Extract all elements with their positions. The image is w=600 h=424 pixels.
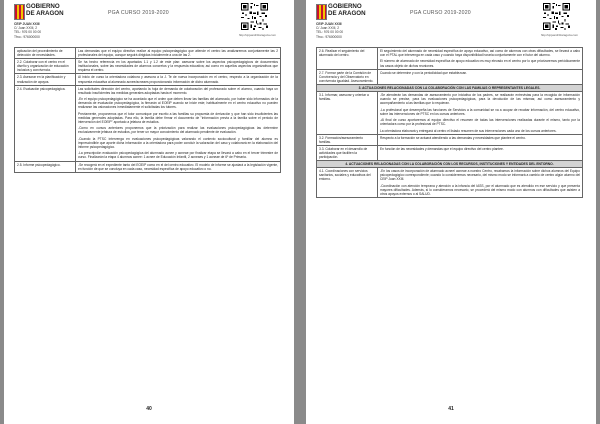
school-contact: TEL: 976 00 00 00 (14, 30, 42, 35)
description-paragraph: El seguimiento del alumnado de necesidad específica de apoyo educativo, así como de alumnos con otras dificultades, se llevará a cabo con el PTAL que intervenga en cada caso y cuando haya disponibilidad horaria conjuntamente con el tutor del alumno. (380, 49, 580, 58)
description-paragraph: Se ha hecho referencia en los apartados 1.1 y 1.2 de este plan: asesorar sobre los aspectos psicopedagógicos de documentos institucionales, sobre las necesidades de alumnos concretos y la respuesta educativa; así como en aquellos aspectos organizativos que requiera el centro. (78, 60, 278, 73)
action-label: 4.1. Coordinaciones con servicios sanitarios, sociales y educativos del entorno. (317, 168, 378, 198)
description-paragraph: Las solicitudes dirección del centro, aportando la hoja de demanda de colaboración del profesorado sobre el alumno, cuando haya un resultado insuficientes las medidas generales adoptadas hasta el momento. (78, 86, 278, 95)
description-paragraph: -Se recogerá en el expediente tanto del EOEIP como en el del centro educativo. El modelo de informe se ajustará a la legislación vigente, en función de que se concluya en cada caso, necesidad específica de apoyo educativo o no. (78, 162, 278, 171)
school-name: CEIP JUAN XXIII (14, 22, 40, 26)
table-row (317, 145, 583, 160)
table-row (15, 85, 281, 161)
qr-url: http://cpjuan23zaragoza.com (540, 33, 578, 37)
action-label: 2.6. Realizar el seguimiento del alumnado del centro. (317, 48, 378, 70)
action-label: aplicación del procedimiento de detección de necesidades. (15, 48, 76, 59)
school-name: CEIP JUAN XXIII (316, 22, 342, 26)
school-contact: TEL: 976 00 00 00 (316, 30, 344, 35)
action-label: 2.3. Asesorar en la planificación y realización de apoyos. (15, 74, 76, 85)
description-paragraph: -En el equipo psicopedagógico se ha acordado que el orden que deben llevar las familias del alumnado, por haber sido informados de la demanda de evaluación psicopedagógica, la firmarán al EOEIP cuando se inicie este; habitualmente en el centro educativo no pueden realizarse las valoraciones inmediatamente el solicitadas los tutores. (78, 97, 278, 110)
action-description (378, 69, 583, 84)
document-title: PGA CURSO 2019-2020 (108, 10, 169, 16)
action-label: 2.7. Formar parte de la Comisión de Convivencia y del Observatorio en convivencia igualdad. Asesoramiento. (317, 69, 378, 84)
description-paragraph: Cuando se determine y con la periodicidad que establezcan. (380, 70, 468, 75)
action-description (76, 59, 281, 74)
qr-code-icon (543, 3, 570, 30)
action-description (76, 85, 281, 161)
action-label: 3.3. Colaborar en el desarrollo de actividades que faciliten la participación. (317, 145, 378, 160)
action-description (378, 91, 583, 134)
action-description (76, 48, 281, 59)
table-row (317, 69, 583, 84)
action-label: 3.2. Formación/asesoramiento familias. (317, 134, 378, 145)
table-row (15, 74, 281, 85)
description-paragraph: -La prescripción evaluación psicopedagógica del alumnado acnee y acneae por finalizar etapa se llevará a cabo en el tercer trimestre de curso. Finalizarán la etapa 4 alumnos acnee: 1 acnee de Educación Infantil, 2 acneaes y 1 acneae de 6º de Primaria. (78, 151, 278, 160)
orientation-plan-table (14, 47, 281, 173)
document-page-right (306, 0, 596, 424)
action-description (76, 74, 281, 85)
action-label: 2.2. Colaborar con el centro en el diseño y organización de educación inclusiva y convivencia. (15, 59, 76, 74)
table-row (15, 161, 281, 172)
description-paragraph: -Coordinación con atención temprana y atención a la infancia del IASS, por el alumnado que es atendido en ese servicio y que presenta mayores dificultades. Además, si lo consideramos necesario, se procederá del mismo modo con alumnos con dificultades que asisten a otros apoyos externos o al SALUD. (380, 183, 580, 196)
action-description (378, 134, 583, 145)
coat-of-arms-icon (14, 4, 25, 20)
school-address: C/ Juan XXIII, 2 (316, 26, 340, 31)
table-row (317, 48, 583, 70)
logo-text: GOBIERNO DE ARAGON (26, 3, 64, 17)
description-paragraph: -Cuando la PTSC intervenga en evaluaciones psicopedagógicas valorando el contexto sociocultural y familiar del alumno es imprescindible que aporte dicha información a la orientadora para poder concluir la valoración del caso y colaborará en la elaboración del informe psicopedagógico. (78, 136, 278, 149)
action-description (378, 168, 583, 198)
orientation-plan-table (316, 47, 583, 198)
description-paragraph: La orientadora elaborará y entregará al centro el listado resumen de sus intervenciones cada uno de los cursos anteriores. (380, 128, 557, 133)
description-paragraph: -Como en cursos anteriores proponemos que la priorización para realizar las evaluaciones psicopedagógicas las determine exclusivamente jefatura de estudios, por tener un mayor conocimiento del alumnado pendiente de evaluación. (78, 126, 278, 135)
gobierno-aragon-logo (316, 4, 386, 20)
description-paragraph: Previamente, proponemos que el tutor comunique por escrito a las familias su propuesta de derivación y que han sido insuficientes las medidas generales adoptadas. Para ello, la familia debe firmar el documento de "información previa a la familia sobre el periodo de intervención del EOEIP" aportado a jefatura de estudios. (78, 111, 278, 124)
qr-code-icon (241, 3, 268, 30)
section-heading: 3. ACTUACIONES RELACIONADAS CON LA COLABORACIÓN CON LAS FAMILIAS O REPRESENTANTES LEGALES. (317, 84, 583, 91)
page-number: 41 (448, 406, 454, 412)
action-description (378, 48, 583, 70)
description-paragraph: Las demandas que el equipo directivo realice al equipo psicopedagógico que atiende el centro las analizaremos conjuntamente las 2 profesionales del equipo, aunque seguirá dirigidas inicialmente a una de las 2. (78, 49, 278, 58)
table-row (15, 48, 281, 59)
school-info (316, 22, 343, 39)
action-label: 3.1. Informar, asesorar y orientar a familias. (317, 91, 378, 134)
page-header (4, 0, 294, 46)
gobierno-aragon-logo (14, 4, 84, 20)
page-header (306, 0, 596, 46)
table-row (317, 168, 583, 198)
description-paragraph: -Al final de curso aportaremos al equipo directivo el resumen de todas las intervenciones realizadas durante el mismo, tanto por la orientadora como por la profesional de PTSC. (380, 118, 580, 127)
section-header-row (317, 161, 583, 168)
school-phone: Tfno.: 976000000 (316, 34, 342, 39)
school-address: C/ Juan XXIII, 2 (14, 26, 38, 31)
description-paragraph: Respecto a la formación se actuará atendiendo a las demandas y necesidades que plantee el centro. (380, 135, 526, 140)
action-description (378, 145, 583, 160)
section-header-row (317, 84, 583, 91)
description-paragraph: Al inicio de curso la orientadora colabora y asesora a la J. Te de nueva incorporación en el centro, respecto a la organización de la respuesta educativa al alumnado acnee/acneaes proporcionando información de dicho alumnado. (78, 75, 278, 84)
school-info (14, 22, 41, 39)
action-label: 2.4. Evaluación psicopedagógica. (15, 85, 76, 161)
action-description (76, 161, 281, 172)
page-number: 40 (146, 406, 152, 412)
table-row (15, 59, 281, 74)
section-heading: 4. ACTUACIONES RELACIONADAS CON LA COLABORACIÓN CON LOS RECURSOS, INSTITUCIONES Y ENTIDADES DEL ENTORNO. (317, 161, 583, 168)
document-page-left (4, 0, 294, 424)
description-paragraph: -En los casos de incorporación de alumnado acnee/ acneae a nuestro Centro, recabamos la información sobre dichos alumnos del Equipo psicopedagógico correspondiente; cuando lo consideremos necesario, del mismo modo se informará a cambio de centro algún alumno del CEIP Juan XXIII. (380, 169, 580, 182)
table-row (317, 91, 583, 134)
coat-of-arms-icon (316, 4, 327, 20)
action-label: 2.5. Informe psicopedagógico. (15, 161, 76, 172)
table-row (317, 134, 583, 145)
logo-text: GOBIERNO DE ARAGON (328, 3, 366, 17)
description-paragraph: -Se atenderán las demandas de asesoramiento por iniciativa de los padres, se realizarán entrevistas para la recogida de información cuando se precise, para las evaluaciones psicopedagógicas, para la devolución de las mismas; así como asesoramiento y acompañamiento a las familias que lo requieran. (380, 92, 580, 106)
description-paragraph: En función de las necesidades y demandas que el equipo directivo del centro plantee. (380, 146, 504, 151)
description-paragraph: El número de alumnado de necesidad específica de apoyo educativo es muy elevado en el centro por lo que priorizaremos periódicamente los casos objeto de dichos reuniones. (380, 59, 580, 68)
school-phone: Tfno.: 976000000 (14, 34, 40, 39)
document-title: PGA CURSO 2019-2020 (410, 10, 471, 16)
description-paragraph: -La profesional que desempeña las funciones de Servicios a la comunidad se va a ocupar de recabar información, del centro educativo, sobre las intervenciones de PTSC en los cursos anteriores. (380, 107, 580, 116)
qr-url: http://cpjuan23zaragoza.com (238, 33, 276, 37)
